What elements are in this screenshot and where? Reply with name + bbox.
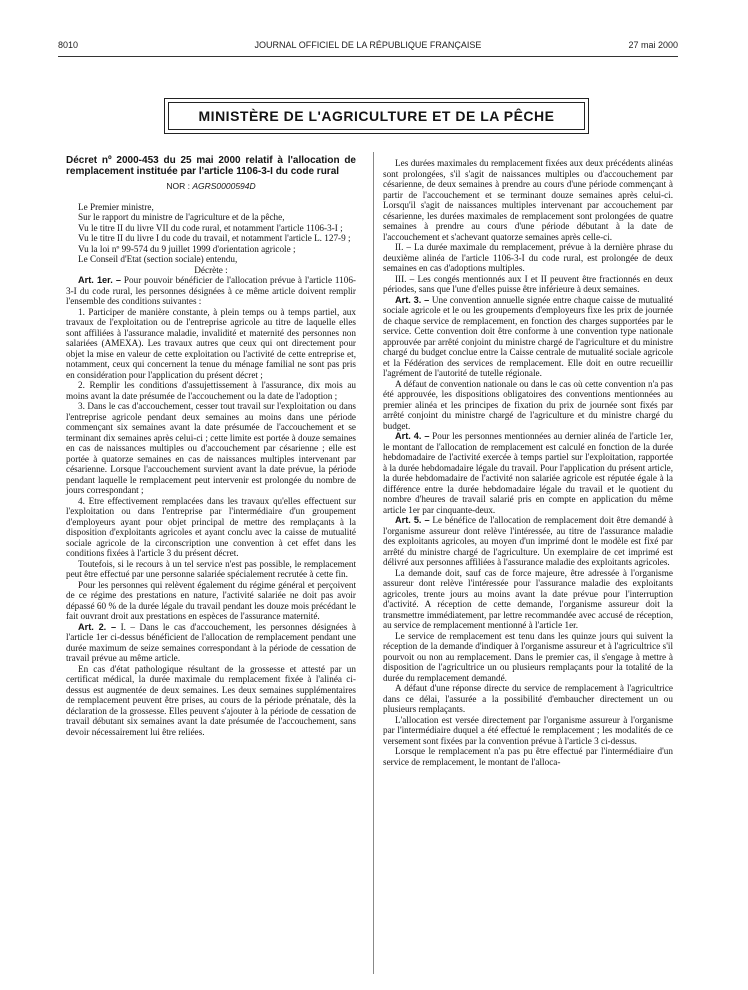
paragraph: Vu le titre II du livre VII du code rural, et notamment l'article 1106-3-I ; (78, 222, 343, 233)
decree-title: Décret nº 2000-453 du 25 mai 2000 relatif à l'allocation de remplacement instituée par l'article 1106-3-I du code rural (66, 155, 356, 177)
article-text: Le bénéfice de l'allocation de remplacement doit être demandé à l'organisme assureur dont relève l'intéressée, au titre de l'assurance maladie des exploitants agricoles, au moyen d'un imprimé dont le modèle est fixé par arrêté du ministre chargé de l'agriculture. Un exemplaire de cet imprimé est délivré aux personnes affiliées à l'assurance maladie des exploitants agricoles. (383, 515, 673, 567)
paragraph: Les durées maximales du remplacement fixées aux deux précédents alinéas sont prolongées, s'il s'agit de naissances multiples ou d'accouchement par césarienne, de deux semaines à prendre au cours d'une période commençant à partir de l'accouchement et se terminant douze semaines après celui-ci. Lorsqu'il s'agit de naissances multiples intervenant par accouchement par césarienne, les durées maximales de remplacement sont prolongées de quatre semaines à prendre au cours d'une période débutant à la date de l'accouchement et s'achevant quatorze semaines après celle-ci. (383, 158, 673, 242)
right-column (383, 158, 673, 767)
ministry-banner: MINISTÈRE DE L'AGRICULTURE ET DE LA PÊCHE (168, 102, 585, 130)
article-text: I. – Dans le cas d'accouchement, les personnes désignées à l'article 1er ci-dessus bénéficient de l'allocation de remplacement pendant une durée maximum de seize semaines correspondant à la période de cessation de travail prévue au même article. (66, 621, 357, 663)
article-text: Pour pouvoir bénéficier de l'allocation prévue à l'article 1106-3-I du code rural, les personnes désignées à ce même article doivent remplir l'ensemble des conditions suivantes : (66, 275, 356, 306)
paragraph: L'allocation est versée directement par l'organisme assureur à l'organisme par l'intermédiaire duquel a été effectué le remplacement ; les modalités de ce versement sont fixées par la convention prévue à l'article 3 ci-dessus. (383, 714, 673, 746)
paragraph: 2. Remplir les conditions d'assujettissement à l'assurance, dix mois au moins avant la date présumée de l'accouchement ou la date de l'adoption ; (66, 380, 356, 401)
article-paragraph (66, 275, 356, 307)
paragraph: En cas d'état pathologique résultant de la grossesse et attesté par un certificat médical, la durée maximale du remplacement fixée à l'alinéa ci-dessus est augmentée de deux semaines. Les deux semaines supplémentaires de remplacement peuvent être prises, au cours de la période prénatale, dès la déclaration de la grossesse. Elles peuvent s'ajouter à la période de cessation de travail débutant six semaines avant la date présumée de l'accouchement, sans devoir nécessairement lui être reliées. (66, 663, 356, 737)
nor-value: AGRS0000594D (192, 181, 256, 191)
paragraph: Pour les personnes qui relèvent également du régime général et perçoivent de ce régime des prestations en nature, l'activité salariée ne doit pas avoir dépassé 60 % de la durée légale du travail pendant les douze mois précédant le fait ouvrant droit aux prestations en espèces de l'assurance maternité. (66, 579, 356, 621)
article-paragraph (383, 295, 673, 379)
nor-reference (66, 181, 356, 192)
journal-title: JOURNAL OFFICIEL DE LA RÉPUBLIQUE FRANÇAISE (254, 40, 482, 50)
paragraph: Vu le titre II du livre I du code du travail, et notamment l'article L. 127-9 ; (78, 233, 351, 243)
article-paragraph (66, 622, 356, 664)
article-label: Art. 1er. – (78, 275, 122, 285)
running-header (58, 40, 678, 54)
paragraph: 3. Dans le cas d'accouchement, cesser tout travail sur l'exploitation ou dans l'entreprise agricole pendant deux semaines au moins dans une période commençant six semaines avant la date présumée de l'accouchement et se terminant dix semaines après celui-ci ; cette limite est portée à douze semaines en cas de naissances multiples ou d'accouchement par césarienne ; elle est portée à quatorze semaines en cas de naissances multiples intervenant par césarienne. Lorsque l'accouchement survient avant la date prévue, la période pendant laquelle le remplacement peut intervenir est prolongée du nombre de jours correspondant ; (66, 401, 356, 495)
article-text: Pour les personnes mentionnées au dernier alinéa de l'article 1er, le montant de l'allocation de remplacement est calculé en fonction de la durée hebdomadaire de l'activité exercée à temps partiel sur l'exploitation, rapportée à la durée hebdomadaire légale du travail. Pour l'application du présent article, la durée hebdomadaire de l'activité non salariée agricole est réputée égale à la différence entre la durée hebdomadaire légale du travail et le quotient du nombre d'heures de travail salarié pris en compte en application du même article 1er par cinquante-deux. (383, 431, 673, 515)
article-label: Art. 2. – (78, 621, 117, 632)
article-label: Art. 4. – (395, 431, 430, 441)
paragraph: A défaut d'une réponse directe du service de remplacement à l'agricultrice dans ce délai, l'assurée a la possibilité d'embaucher directement un ou plusieurs remplaçants. (383, 683, 673, 714)
article-paragraph (383, 515, 673, 568)
paragraph: Le service de remplacement est tenu dans les quinze jours qui suivent la réception de la demande d'indiquer à l'organisme assureur et à l'agricultrice s'il pourvoit ou non au remplacement. Dans le premier cas, il s'engage à mettre à disposition de l'agricultrice un ou plusieurs remplaçants pour la totalité de la durée du remplacement demandé. (383, 630, 673, 683)
nor-label: NOR : (166, 181, 190, 191)
left-column (66, 155, 356, 737)
header-rule (58, 56, 678, 57)
paragraph: 4. Etre effectivement remplacées dans les travaux qu'elles effectuent sur l'exploitation ou dans l'entreprise par l'intermédiaire d'un groupement d'employeurs ayant pour objet principal de mettre des remplaçants à la disposition d'exploitants agricoles et ayant conclu avec la caisse de mutualité sociale agricole de la circonscription une convention à cet effet dans les conditions fixées à l'article 3 du présent décret. (66, 495, 356, 558)
paragraph: La demande doit, sauf cas de force majeure, être adressée à l'organisme assureur dont relève l'intéressée pour l'assurance maladie des exploitants agricoles, trente jours au moins avant la date prévue pour l'interruption d'activité. A réception de cette demande, l'organisme assureur doit la transmettre immédiatement, par lettre recommandée avec accusé de réception, au service de remplacement mentionné à l'article 1er. (383, 567, 673, 630)
paragraph: III. – Les congés mentionnés aux I et II peuvent être fractionnés en deux périodes, sans que l'une d'elles puisse être inférieure à deux semaines. (383, 273, 673, 294)
paragraph: Le Premier ministre, (78, 201, 154, 212)
paragraph: 1. Participer de manière constante, à plein temps ou à temps partiel, aux travaux de l'exploitation ou de l'entreprise agricole au titre de laquelle elles sont affiliées à l'assurance maladie, invalidité et maternité des personnes non salariées (AMEXA). Les travaux autres que ceux qui ont directement pour objet la mise en valeur de cette exploitation ou l'activité de cette entreprise et, notamment, ceux qui concernent la tenue du ménage familial ne sont pas pris en considération pour l'application du présent décret ; (66, 306, 356, 380)
paragraph: Sur le rapport du ministre de l'agriculture et de la pêche, (78, 212, 285, 222)
article-label: Art. 5. – (395, 515, 430, 525)
paragraph: II. – La durée maximale du remplacement, prévue à la dernière phrase du deuxième alinéa de l'article 1106-3-I du code rural, est prolongée de deux semaines en cas d'adoptions multiples. (383, 242, 673, 273)
paragraph: Le Conseil d'Etat (section sociale) entendu, (78, 254, 238, 264)
article-text: Une convention annuelle signée entre chaque caisse de mutualité sociale agricole et le ou les groupements d'employeurs fixe les prix de journée de chaque service de remplacement, en fonction des charges supportées par le service. Cette convention doit être conforme à une convention type nationale approuvée par arrêté conjoint du ministre chargé de l'agriculture et du ministre chargé du budget conclue entre la Caisse centrale de mutualité sociale agricole et la Fédération des services de remplacement. Elle doit en outre recueillir l'agrément de l'autorité de tutelle régionale. (383, 294, 674, 378)
paragraph: Toutefois, si le recours à un tel service n'est pas possible, le remplacement peut être effectué par une personne salariée spécialement recrutée à cette fin. (66, 558, 356, 579)
paragraph: Vu la loi nº 99-574 du 9 juillet 1999 d'orientation agricole ; (78, 243, 296, 254)
right-column-body (383, 158, 673, 767)
article-paragraph (383, 431, 673, 515)
decrete-heading: Décrète : (194, 264, 228, 275)
page-number: 8010 (58, 40, 79, 50)
issue-date: 27 mai 2000 (628, 40, 678, 50)
paragraph: A défaut de convention nationale ou dans le cas où cette convention n'a pas été approuvée, les dispositions obligatoires des conventions mentionnées au premier alinéa et les principes de fixation du prix de journée sont fixés par arrêté conjoint du ministre chargé de l'agriculture et du ministre chargé du budget. (383, 378, 673, 431)
column-divider (373, 152, 374, 974)
article-label: Art. 3. – (395, 294, 430, 305)
left-column-body (66, 202, 356, 738)
paragraph: Lorsque le remplacement n'a pas pu être effectué par l'intermédiaire d'un service de remplacement, le montant de l'alloca- (383, 746, 673, 767)
